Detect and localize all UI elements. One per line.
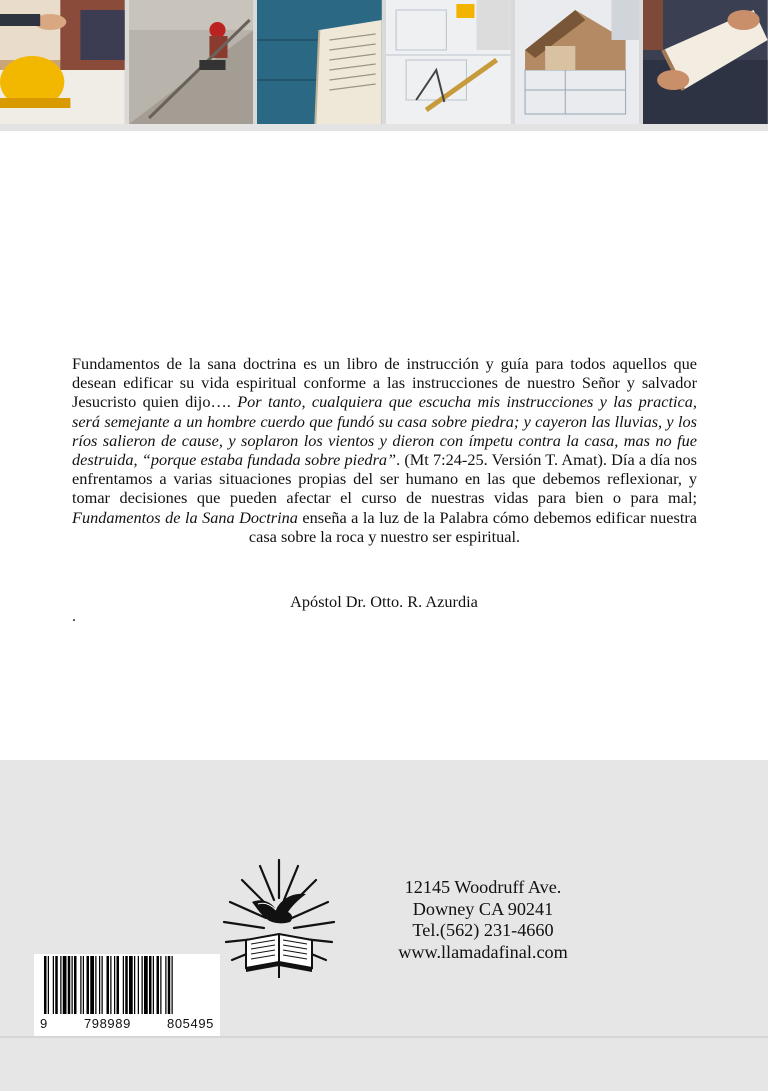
barcode-bar <box>95 956 96 1014</box>
barcode-bar <box>55 956 58 1014</box>
barcode-bar <box>87 956 90 1014</box>
house-model-photo <box>515 0 640 124</box>
hands-bible-photo <box>643 0 768 124</box>
barcode-bar <box>90 956 94 1014</box>
barcode-bar <box>157 956 160 1014</box>
concrete-worker-photo <box>129 0 254 124</box>
phone-number: Tel.(562) 231-4660 <box>412 920 554 940</box>
barcode-bar <box>160 956 161 1014</box>
description-intro: Fundamentos de la sana doctrina es un libro de instrucción y guía para todos aquellos que desean edificar su vida espiritual conforme a las instrucciones de nuestro Señor y salvador Jesucristo quien dijo…. <box>72 354 697 412</box>
barcode-bar <box>68 956 71 1014</box>
barcode-bar <box>114 956 115 1014</box>
barcode-bar <box>80 956 81 1014</box>
barcode-bar <box>53 956 54 1014</box>
barcode-bar <box>172 956 173 1014</box>
barcode-lead-digit: 9 <box>40 1016 48 1031</box>
publisher-contact <box>378 877 588 963</box>
barcode-bar <box>102 956 103 1014</box>
barcode-bar <box>72 956 73 1014</box>
barcode-bar <box>63 956 67 1014</box>
barcode <box>34 954 220 1037</box>
barcode-bar <box>117 956 120 1014</box>
barcode-bar <box>123 956 124 1014</box>
barcode-group-1: 798989 <box>83 1016 131 1031</box>
barcode-bar <box>107 956 110 1014</box>
barcode-bar <box>134 956 135 1014</box>
open-bible-photo <box>257 0 382 124</box>
description-closing: enseña a la luz de la Palabra cómo debemos edificar nuestra casa sobre la roca y nuestro ser espiritual. <box>248 507 698 546</box>
barcode-bar <box>149 956 152 1014</box>
dove-over-bible-logo <box>218 858 340 980</box>
barcode-bar <box>125 956 128 1014</box>
photo-strip <box>0 0 768 124</box>
photo-strip-shadow <box>0 124 768 131</box>
bottom-rule <box>0 1036 768 1038</box>
blueprint-tools-photo <box>386 0 511 124</box>
description-body: . (Mt 7:24-25. Versión T. Amat). Día a día nos enfrentamos a varias situaciones propias del ser humano en las que debemos reflexionar, y tomar decisiones que pueden afectar el curso de nuestras vidas para bien o para mal; <box>72 450 697 508</box>
barcode-bar <box>44 956 47 1014</box>
barcode-bar <box>144 956 148 1014</box>
barcode-bar <box>168 956 171 1014</box>
website: www.llamadafinal.com <box>398 941 568 962</box>
street-address: 12145 Woodruff Ave. <box>404 877 562 897</box>
city-state-zip: Downey CA 90241 <box>412 898 554 919</box>
barcode-bar <box>74 956 77 1014</box>
barcode-number <box>40 1016 214 1031</box>
barcode-bar <box>129 956 133 1014</box>
barcode-bar <box>110 956 111 1014</box>
barcode-bar <box>165 956 166 1014</box>
barcode-bar <box>142 956 143 1014</box>
hard-hat-handshake-photo <box>0 0 125 124</box>
back-cover-description <box>72 354 697 546</box>
barcode-bar <box>48 956 49 1014</box>
barcode-bar <box>60 956 61 1014</box>
barcode-group-2: 805495 <box>167 1016 214 1031</box>
barcode-bar <box>99 956 100 1014</box>
barcode-bars <box>40 956 214 1016</box>
barcode-bar <box>83 956 84 1014</box>
author-signature: Apóstol Dr. Otto. R. Azurdia <box>290 592 478 611</box>
stray-dot: . <box>72 608 76 625</box>
book-title-mention: Fundamentos de la Sana Doctrina <box>72 507 298 527</box>
barcode-bar <box>138 956 139 1014</box>
barcode-bar <box>153 956 154 1014</box>
scripture-quote: Por tanto, cualquiera que escucha mis instrucciones y las practica, será semejante a un hombre cuerdo que fundó su casa sobre piedra; y cayeron las lluvias, y los ríos salieron de cause, y soplaron los vientos y dieron con ímpetu contra la casa, mas no fue destruida, “porque estaba fundada sobre piedra” <box>72 392 697 470</box>
